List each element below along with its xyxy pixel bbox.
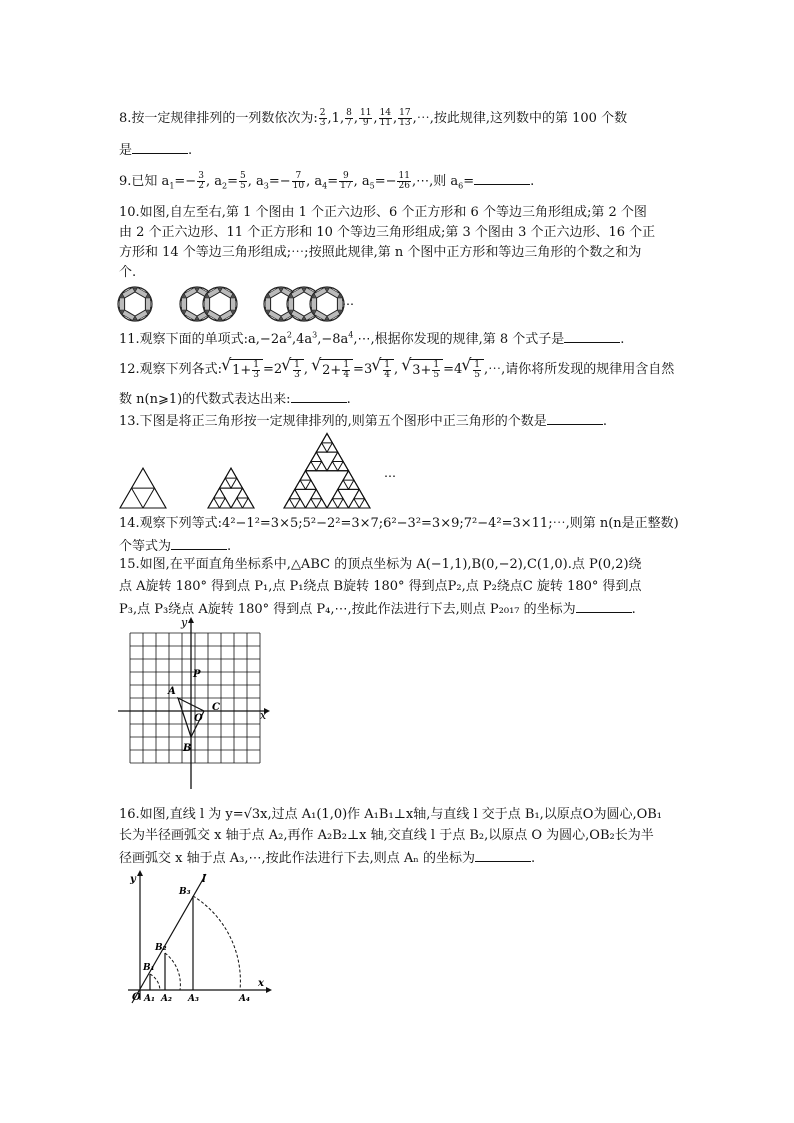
q10-hexagon-figures: [116, 284, 366, 324]
q11-exp-3: 3: [312, 330, 318, 340]
q13-triangle: [243, 498, 255, 508]
q8-comma: ,: [373, 111, 378, 126]
q13-triangle: [284, 499, 295, 508]
q13-triangle: [349, 480, 360, 489]
q14-line1: 14.观察下列等式:4²−1²=3×5;5²−2²=3×7;6²−3²=3×9;7²−4²=3×11;⋯,则第 n(n是正整数): [119, 516, 679, 531]
q13-triangle: [300, 471, 311, 480]
q13-answer-blank[interactable]: [547, 412, 603, 425]
q13-triangle: [220, 498, 232, 508]
q8-suffix: ,⋯,按此规律,这列数中的第 100 个数: [412, 111, 628, 126]
q9-term-fraction: $\frac{5}{5}$: [239, 171, 246, 191]
q13-triangle: [208, 498, 220, 508]
q8-comma: ,: [327, 111, 332, 126]
q12-line2-text: 数 n(n⩾1)的代数式表达出来:: [119, 392, 291, 407]
q13-triangle: [295, 480, 306, 489]
q10-square: [266, 298, 271, 310]
q13-triangle: [338, 461, 349, 470]
q9-answer-blank[interactable]: [474, 172, 530, 185]
q9-term-sub: 3: [263, 181, 269, 191]
q11-prefix: 11.观察下面的单项式:a,−2a: [119, 332, 287, 347]
q12-radical-base: 2+: [322, 363, 342, 378]
q10-square: [145, 298, 150, 310]
q10-ellipsis: ⋯: [342, 297, 354, 311]
q12-radical-lhs: [410, 359, 443, 380]
q12-comma: ,: [303, 362, 313, 377]
q13-triangle: [332, 452, 343, 461]
q12-period: .: [346, 392, 351, 407]
q9-comma: ,: [353, 174, 362, 189]
q12-coefficient: =4: [443, 362, 463, 377]
q12-answer-blank[interactable]: [291, 390, 347, 403]
q8-comma: ,: [339, 111, 345, 126]
q11-suffix: ,⋯,根据你发现的规律,第 8 个式子是: [353, 332, 565, 347]
q16-construction-figure: [118, 868, 278, 1008]
q8-fraction: $\frac{8}{7}$: [346, 108, 352, 128]
q12-line2: [119, 390, 351, 408]
q12-radical-base: 3+: [412, 363, 432, 378]
q12-radical-lhs: [230, 359, 263, 380]
q9-term-sign: =: [327, 174, 339, 189]
q12-comma: ,: [393, 362, 403, 377]
q12-radical-fraction: $\frac{1}{5}$: [433, 360, 440, 380]
q13-period: .: [602, 414, 607, 429]
q11-exp-2: 2: [286, 330, 292, 340]
q13-triangle: [349, 499, 360, 508]
q8-fraction: $\frac{11}{9}$: [359, 108, 372, 128]
q8-sequence: [318, 108, 413, 128]
q9-term-fraction: $\frac{7}{10}$: [292, 171, 305, 191]
q9-term-fraction: $\frac{11}{26}$: [398, 171, 410, 191]
q16-label-l: l: [202, 874, 206, 885]
q15-x-label: x: [260, 709, 267, 722]
q15-answer-blank[interactable]: [576, 600, 632, 613]
q9-term-name: a: [314, 174, 323, 189]
q10-square: [205, 298, 210, 310]
q13-triangle: [132, 468, 155, 488]
q9-line: [119, 172, 534, 191]
q13-triangle-figures: [116, 430, 416, 512]
q10-line1: 10.如图,自左至右,第 1 个图由 1 个正六边形、6 个正方形和 6 个等边三角形组成;第 2 个图: [119, 205, 647, 220]
q13-triangle: [332, 489, 343, 498]
q15-line1: 15.如图,在平面直角坐标系中,△ABC 的顶点坐标为 A(−1,1),B(0,−2),C(1,0).点 P(0,2)绕: [119, 557, 642, 572]
q9-prefix: 9.已知: [119, 174, 162, 189]
q13-triangle: [295, 499, 306, 508]
q15-label-b: B: [183, 743, 192, 754]
q12-radicals: [222, 360, 484, 380]
q8-fraction: $\frac{17}{13}$: [399, 108, 411, 128]
q16-label-o: O: [132, 992, 141, 1003]
q12-radical-rhs: [470, 359, 484, 380]
q8-number: 1: [331, 111, 340, 126]
q12-radical-rhs-fraction: √ $\frac{1}{4}$: [384, 360, 390, 380]
q13-triangle: [327, 461, 338, 470]
q16-line-l: [132, 874, 206, 1003]
q11-answer-blank[interactable]: [564, 330, 620, 343]
q12-prefix: 12.观察下列各式:: [119, 362, 223, 377]
q13-triangle: [327, 499, 338, 508]
q9-term-name: a: [214, 174, 222, 189]
q15-line3-text: P₃,点 P₃绕点 A旋转 180° 得到点 P₄,⋯,按此作法进行下去,则点 P₂₀₁₇ 的坐标为: [119, 602, 576, 617]
q9-term-fraction: $\frac{9}{17}$: [340, 171, 352, 191]
q12-radical-rhs-fraction: √ $\frac{1}{3}$: [294, 360, 300, 380]
q10-square: [289, 298, 294, 310]
q16-label-x: x: [258, 978, 264, 989]
q8-fraction: $\frac{2}{3}$: [319, 108, 326, 128]
q10-line4-text: 个.: [119, 265, 137, 280]
q13-triangle: [338, 480, 349, 489]
q14-line2: [119, 537, 231, 555]
q13-triangle: [306, 461, 317, 470]
q13-triangle: [120, 488, 143, 508]
q16-label-b3: B₃: [179, 887, 191, 897]
q12-radical-base: 1+: [232, 363, 252, 378]
q13-triangle: [220, 478, 232, 488]
q9-comma: ,: [205, 174, 215, 189]
q8-line1: [119, 109, 627, 128]
q9-term-name: a: [161, 174, 170, 189]
q10-square: [230, 298, 235, 310]
q13-ellipsis: ⋯: [384, 469, 396, 483]
q13-triangle: [225, 468, 237, 478]
q14-period: .: [227, 539, 232, 554]
q16-label-a2: A₂: [161, 994, 172, 1004]
q8-period: .: [188, 143, 193, 158]
q13-line: [119, 412, 607, 430]
q16-period: .: [531, 851, 536, 866]
q11-mid2: ,−8a: [317, 332, 349, 347]
q9-comma: ,: [247, 174, 256, 189]
q15-y-label: y: [181, 616, 188, 629]
q9-eq: =: [463, 174, 475, 189]
q11-mid1: ,4a: [291, 332, 313, 347]
q15-label-a: A: [168, 686, 176, 697]
q13-triangle: [338, 499, 349, 508]
q12-suffix: ,⋯,请你将所发现的规律用含自然: [484, 362, 675, 377]
q13-triangle: [231, 498, 243, 508]
q9-term-sign: =: [227, 174, 238, 189]
q12-coefficient: =2: [262, 362, 283, 377]
q16-label-b1: B₁: [143, 963, 155, 973]
q13-triangle: [289, 489, 300, 498]
q9-term-sign: =−: [374, 174, 397, 189]
q13-triangle: [306, 480, 317, 489]
q13-text: 13.下图是将正三角形按一定规律排列的,则第五个图形中正三角形的个数是: [119, 414, 547, 429]
q16-label-b2: B₂: [155, 943, 167, 953]
q8-comma: ,: [353, 111, 358, 126]
q8-answer-blank[interactable]: [132, 141, 188, 154]
q16-label-a1: A₁: [144, 994, 155, 1004]
q13-triangle: [311, 452, 322, 461]
q13-triangle: [359, 499, 370, 508]
q11-exp-4: 4: [348, 330, 354, 340]
q12-radical-lhs: [320, 359, 353, 380]
q13-triangle: [354, 489, 365, 498]
q13-triangle: [316, 499, 327, 508]
q13-triangle: [143, 488, 166, 508]
q16-line1: 16.如图,直线 l 为 y=√3x,过点 A₁(1,0)作 A₁B₁⊥x轴,与直线 l 交于点 B₁,以原点O为圆心,OB₁: [119, 807, 663, 822]
q15-coordinate-grid: [118, 615, 278, 795]
q13-triangle: [316, 443, 327, 452]
q13-triangle: [311, 489, 322, 498]
q12-radical-rhs-fraction: √ $\frac{1}{5}$: [474, 360, 481, 380]
q10-square: [312, 298, 317, 310]
q13-triangle: [327, 443, 338, 452]
q8-fraction: $\frac{14}{11}$: [379, 108, 392, 128]
q10-square: [182, 298, 187, 310]
q9-suffix: ,⋯,则 a: [411, 174, 459, 189]
q11-period: .: [620, 332, 625, 347]
q9-term-name: a: [255, 174, 264, 189]
q13-triangle: [231, 478, 243, 488]
q16-line3-text: 径画弧交 x 轴于点 A₃,⋯,按此作法进行下去,则点 Aₙ 的坐标为: [119, 851, 476, 866]
q9-ask-sub: 6: [458, 181, 464, 191]
q12-radical-rhs: [380, 359, 394, 380]
q16-line3: [119, 849, 535, 867]
q15-period: .: [631, 602, 636, 617]
q9-comma: ,: [306, 174, 315, 189]
q15-label-c: C: [212, 702, 220, 713]
q8-comma: ,: [393, 111, 398, 126]
q12-coefficient: =3: [353, 362, 373, 377]
q12-radical-rhs: [290, 359, 304, 380]
q12-radical-fraction: $\frac{1}{4}$: [343, 360, 350, 380]
q14-answer-blank[interactable]: [171, 537, 227, 550]
q8-prefix: 8.按一定规律排列的一列数依次为:: [119, 111, 318, 126]
q13-triangle: [343, 471, 354, 480]
q15-label-p: P: [193, 669, 201, 680]
q9-term-sign: =−: [268, 174, 291, 189]
q11-line: [119, 330, 624, 348]
q9-term-sub: 1: [169, 181, 175, 191]
q9-term-sub: 4: [322, 181, 328, 191]
q9-period: .: [530, 174, 535, 189]
q10-square: [120, 298, 125, 310]
q13-triangle: [322, 434, 333, 443]
q15-line2: 点 A旋转 180° 得到点 P₁,点 P₁绕点 B旋转 180° 得到点P₂,点 P₂绕点C 旋转 180° 得到点: [119, 579, 642, 594]
q9-term-sign: =−: [174, 174, 197, 189]
q16-label-a3: A₃: [188, 994, 199, 1004]
q10-line3: 方形和 14 个等边三角形组成;⋯;按照此规律,第 n 个图中正方形和等边三角形的个数之和为: [119, 245, 642, 260]
q14-line2-text: 个等式为: [119, 539, 172, 554]
q13-triangle: [237, 488, 249, 498]
q9-term-sub: 2: [221, 181, 228, 191]
q10-line2: 由 2 个正六边形、11 个正方形和 10 个等边三角形组成;第 3 个图由 3 个正六边形、16 个正: [119, 225, 656, 240]
q15-label-o: O: [194, 713, 203, 724]
q13-triangle: [214, 488, 226, 498]
q8-line2-text: 是: [119, 143, 133, 158]
q16-label-y: y: [130, 874, 136, 885]
q9-term-sub: 5: [369, 181, 375, 191]
q9-term-fraction: $\frac{3}{2}$: [198, 171, 204, 191]
q16-line2: 长为半径画弧交 x 轴于点 A₂,再作 A₂B₂⊥x 轴,交直线 l 于点 B₂,以原点 O 为圆心,OB₂长为半: [119, 828, 654, 843]
q9-terms: [161, 171, 412, 191]
q12-radical-fraction: $\frac{1}{3}$: [253, 360, 259, 380]
q13-triangle: [316, 461, 327, 470]
q12-line1: [119, 359, 674, 380]
q9-term-name: a: [361, 174, 370, 189]
q8-line2: [119, 141, 192, 159]
q16-answer-blank[interactable]: [475, 849, 531, 862]
q13-triangle: [306, 499, 317, 508]
q10-line4: [119, 265, 136, 281]
q16-label-a4: A₄: [239, 994, 250, 1004]
